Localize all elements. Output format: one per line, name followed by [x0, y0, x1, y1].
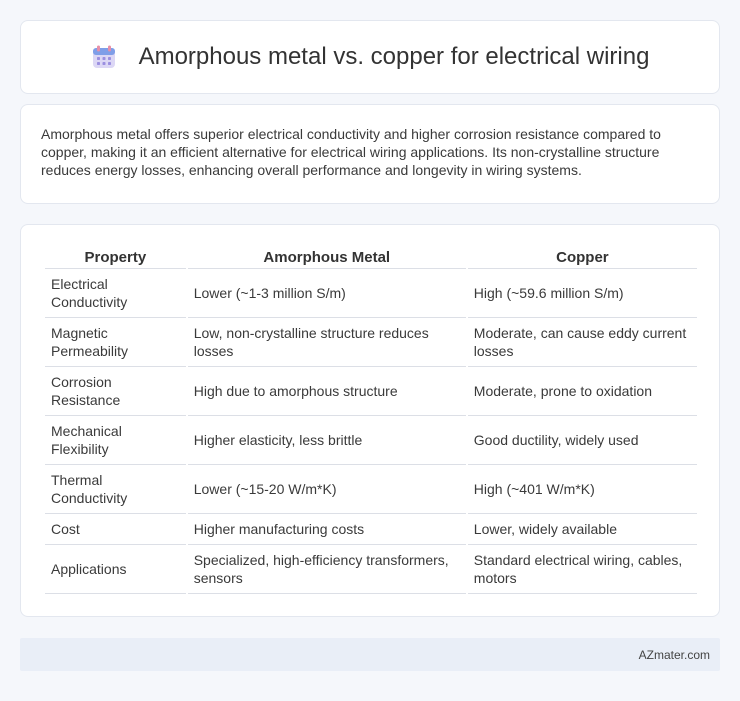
property-cell: Thermal Conductivity: [45, 465, 186, 514]
table-row: [45, 367, 697, 416]
copper-cell: High (~59.6 million S/m): [468, 269, 697, 318]
summary-text: Amorphous metal offers superior electrical conductivity and higher corrosion resistance compared to copper, making it an efficient alternative for electrical wiring applications. Its non-crystalline structure reduces energy losses, enhancing overall performance and longevity in wiring systems.: [41, 126, 661, 178]
table-card: [20, 224, 720, 617]
footer-bar: [20, 638, 720, 671]
header-property: Property: [45, 245, 186, 269]
title-card: [20, 20, 720, 94]
page-title: Amorphous metal vs. copper for electrical wiring: [138, 43, 650, 70]
table-row: [45, 318, 697, 367]
header-copper: Copper: [468, 245, 697, 269]
table-row: [45, 465, 697, 514]
table-row: [45, 269, 697, 318]
copper-cell: Good ductility, widely used: [468, 416, 697, 465]
copper-cell: Standard electrical wiring, cables, motors: [468, 545, 697, 594]
copper-cell: High (~401 W/m*K): [468, 465, 697, 514]
table-header-row: [45, 245, 697, 269]
calendar-icon: [91, 44, 117, 70]
amorphous-cell: High due to amorphous structure: [188, 367, 466, 416]
amorphous-cell: Specialized, high-efficiency transformers, sensors: [188, 545, 466, 594]
property-cell: Electrical Conductivity: [45, 269, 186, 318]
amorphous-cell: Higher elasticity, less brittle: [188, 416, 466, 465]
property-cell: Magnetic Permeability: [45, 318, 186, 367]
copper-cell: Moderate, prone to oxidation: [468, 367, 697, 416]
amorphous-cell: Low, non-crystalline structure reduces losses: [188, 318, 466, 367]
amorphous-cell: Higher manufacturing costs: [188, 514, 466, 545]
table-row: [45, 416, 697, 465]
amorphous-cell: Lower (~1-3 million S/m): [188, 269, 466, 318]
table-row: [45, 545, 697, 594]
property-cell: Applications: [45, 545, 186, 594]
summary-card: [20, 104, 720, 204]
property-cell: Cost: [45, 514, 186, 545]
header-amorphous-metal: Amorphous Metal: [188, 245, 466, 269]
comparison-table: [43, 245, 699, 594]
copper-cell: Lower, widely available: [468, 514, 697, 545]
copper-cell: Moderate, can cause eddy current losses: [468, 318, 697, 367]
property-cell: Corrosion Resistance: [45, 367, 186, 416]
footer-site-label: AZmater.com: [638, 647, 710, 662]
table-row: [45, 514, 697, 545]
amorphous-cell: Lower (~15-20 W/m*K): [188, 465, 466, 514]
property-cell: Mechanical Flexibility: [45, 416, 186, 465]
